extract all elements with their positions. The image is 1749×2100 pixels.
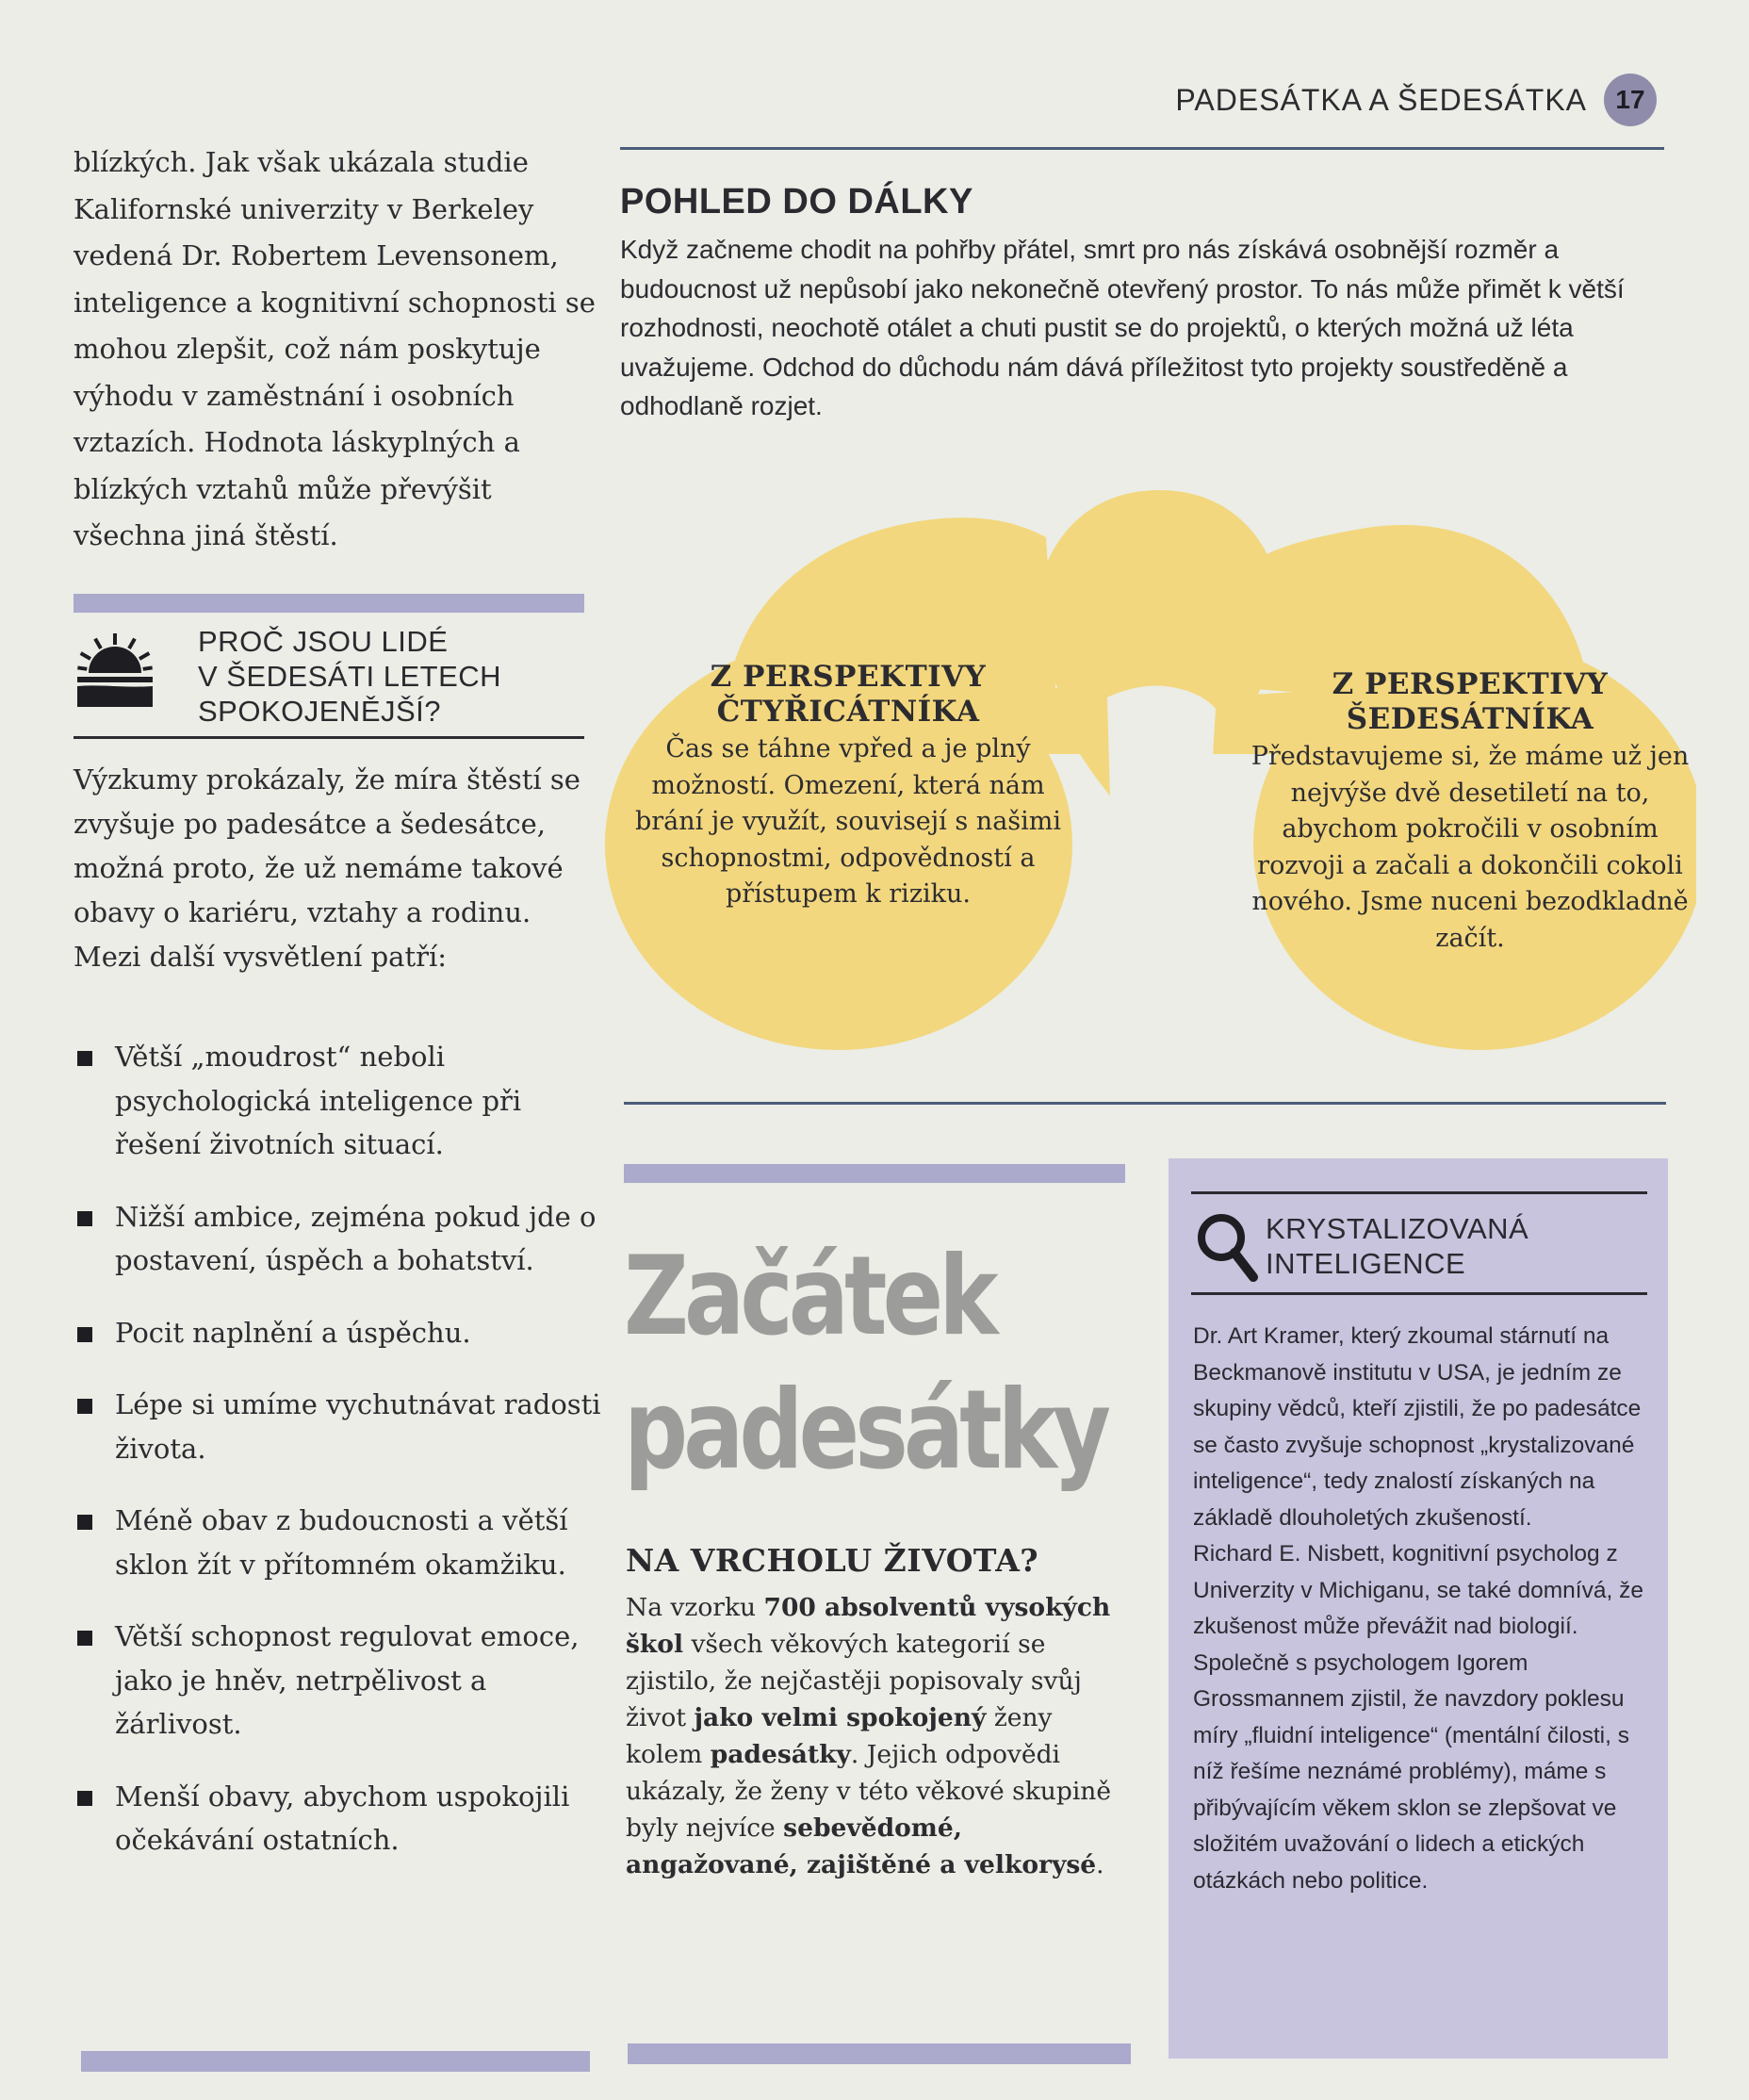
accent-bar [81,2051,590,2072]
sidebar-body-text: Výzkumy prokázaly, že míra štěstí se zvyšuje po padesátce a šedesátce, možná proto, že už nemáme takové obavy o kariéru, vztahy a rodinu. Mezi další vysvětlení patří: [74,763,580,973]
kryst-paragraph: Richard E. Nisbett, kognitivní psycholog z Univerzity v Michiganu, se také domnívá, že zkušenost může převážit nad biologií. Společně s psychologem Igorem Grossmannem zjistil, že navzdory poklesu míry „fluidní inteligence“ (mentální čilosti, s níž řešíme neznámé problémy), máme s přibývajícím věkem sklon se zlepšovat ve složitém uvažování o lidech a etických otázkách nebo politice. [1193,1541,1643,1894]
bullet-square-icon [77,1631,92,1646]
title-line: Z PERSPEKTIVY [710,660,987,694]
bullet-square-icon [77,1791,92,1806]
bold-run: jako velmi spokojený [694,1703,987,1732]
perspective-sixties [1244,667,1696,957]
sidebar-title-line: PROČ JSOU LIDÉ [198,625,449,658]
running-head [1175,74,1657,126]
kryst-paragraph: Dr. Art Kramer, který zkoumal stárnutí na Beckmanově institutu v USA, je jedním ze skupiny vědců, kteří zjistili, že po padesátce se často zvyšuje schopnost „krystalizované inteligence“, tedy znalostí získaných na základě dlouholetých zkušeností. [1193,1323,1642,1531]
bullet-square-icon [77,1211,92,1226]
box-rule [1191,1292,1647,1295]
list-item-text: Větší „moudrost“ neboli psychologická inteligence při řešení životních situací. [115,1041,522,1160]
sunrise-icon [74,632,156,707]
bold-run: 700 absolventů vysokých škol [626,1593,1111,1659]
section-rule [620,147,1664,150]
kryst-title-line: KRYSTALIZOVANÁ [1266,1212,1529,1245]
title-line: ČTYŘICÁTNÍKA [716,695,980,729]
kryst-title-line: INTELIGENCE [1266,1247,1466,1280]
sidebar-title [198,624,501,729]
perspective-sixties-text: Představujeme si, že máme už jen nejvýše dvě desetiletí na to, abychom pokročili v osobním rozvoji a začali a dokončili cokoli nového. Jsme nuceni bezodkladně začít. [1250,742,1690,953]
chapter-title [624,1230,1107,1498]
list-item-text: Pocit naplnění a úspěchu. [115,1316,471,1349]
bullet-square-icon [77,1515,92,1530]
chapter-title-line: padesátky [624,1367,1107,1494]
kryst-sidebar-box [1169,1158,1668,2059]
sidebar-title-line: V ŠEDESÁTI LETECH [198,660,502,693]
accent-bar [74,594,584,613]
left-intro-text: blízkých. Jak však ukázala studie Kalifornské univerzity v Berkeley vedená Dr. Robertem Levensonem, inteligence a kognitivní schopnosti se mohou zlepšit, což nám poskytuje výhodu v zaměstnání i osobních vztazích. Hodnota láskyplných a blízkých vztahů může převýšit všechna jiná štěstí. [74,146,596,551]
title-line: Z PERSPEKTIVY [1332,667,1609,701]
list-item [77,1775,605,1862]
perspective-sixties-title [1244,667,1696,737]
perspective-forties [622,660,1074,913]
chapter-title-line: Začátek [624,1233,994,1360]
list-item-text: Větší schopnost regulovat emoce, jako je hněv, netrpělivost a žárlivost. [115,1620,580,1740]
text-run: . Jejich odpovědi ukázaly, že ženy v této věkové skupině byly nejvíce [626,1740,1112,1843]
pohled-body-text: Když začneme chodit na pohřby přátel, smrt pro nás získává osobnější rozměr a budoucnost už nepůsobí jako nekonečně otevřený prostor. To nás může přimět k větší rozhodnosti, neochotě otálet a chuti pustit se do projektů, o kterých možná už léta uvažujeme. Odchod do důchodu nám dává příležitost tyto projekty soustředěně a odhodlaně rozjet. [620,235,1625,420]
title-line: ŠEDESÁTNÍKA [1346,702,1594,736]
running-head-title: PADESÁTKA A ŠEDESÁTKA [1175,82,1587,117]
sidebar-heading [74,624,584,739]
bullet-square-icon [77,1399,92,1414]
list-item-text: Menší obavy, abychom uspokojili očekávání ostatních. [115,1780,570,1856]
accent-bar [624,1164,1125,1183]
pohled-title: POHLED DO DÁLKY [620,182,973,221]
page-number: 17 [1604,74,1657,126]
list-item-text: Méně obav z budoucnosti a větší sklon žít v přítomném okamžiku. [115,1504,568,1581]
kryst-body [1193,1319,1664,1899]
list-item [77,1615,605,1747]
list-item [77,1035,605,1167]
list-item [77,1311,605,1355]
section-rule [624,1102,1666,1105]
vrchol-title: NA VRCHOLU ŽIVOTA? [626,1542,1039,1579]
list-item-text: Lépe si umíme vychutnávat radosti života. [115,1388,601,1465]
list-item [77,1195,605,1283]
sidebar-title-line: SPOKOJENĚJŠÍ? [198,695,442,728]
perspective-forties-text: Čas se táhne vpřed a je plný možností. Omezení, která nám brání je využít, souvisejí s našimi schopnostmi, odpovědností a přístupem k riziku. [634,734,1062,909]
list-item-text: Nižší ambice, zejména pokud jde o postavení, úspěch a bohatství. [115,1200,597,1276]
bullet-square-icon [77,1051,92,1066]
text-run: Na vzorku [626,1593,764,1622]
list-item [77,1499,605,1586]
text-run: ženy kolem [626,1703,1053,1769]
text-run: . [1096,1850,1104,1879]
bullet-square-icon [77,1327,92,1342]
bullet-list [77,1035,605,1891]
magnifier-icon [1195,1211,1259,1283]
bold-run: padesátky [710,1740,851,1769]
bold-run: sebevědomé, angažované, zajištěné a velkorysé [626,1813,1097,1879]
list-item [77,1383,605,1470]
vrchol-body-text [626,1589,1135,1883]
box-rule [1191,1191,1647,1194]
accent-bar [628,2043,1131,2064]
perspective-forties-title [622,660,1074,730]
kryst-title [1266,1211,1528,1281]
text-run: všech věkových kategorií se zjistilo, že nejčastěji popisovaly svůj život [626,1630,1082,1732]
